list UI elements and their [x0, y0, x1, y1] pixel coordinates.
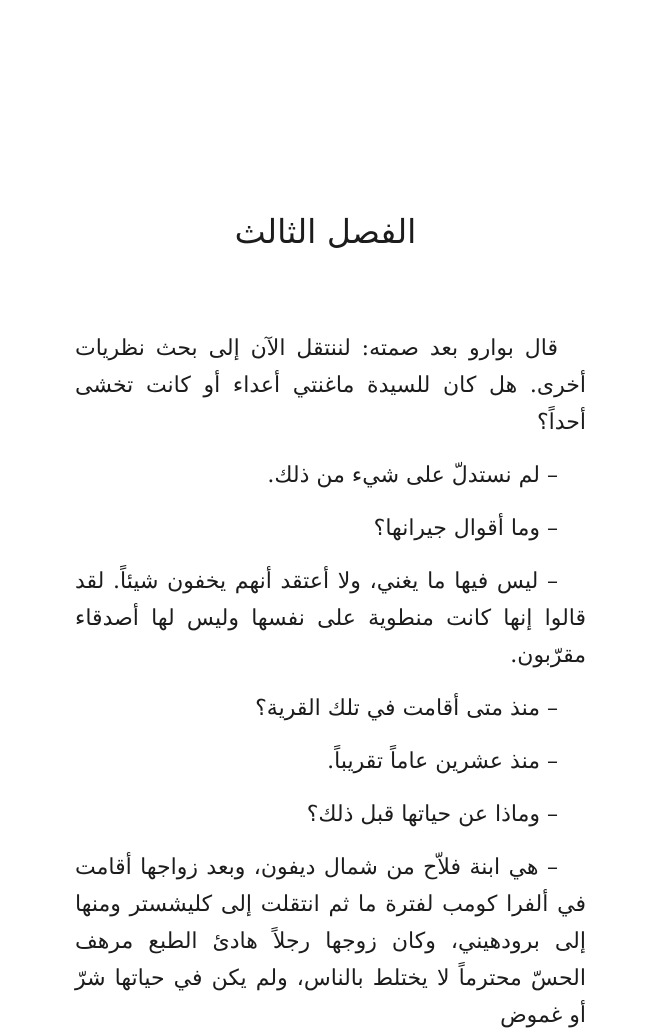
- paragraph: قال بوارو بعد صمته: لننتقل الآن إلى بحث نظريات أخرى. هل كان للسيدة ماغنتي أعداء أو كانت تخشى أحداً؟: [75, 336, 586, 435]
- dialogue-line: – لم نستدلّ على شيء من ذلك.: [267, 463, 558, 488]
- dialogue-line: – هي ابنة فلاّح من شمال ديفون، وبعد زواجها أقامت في ألفرا كومب لفترة ما ثم انتقلت إلى كليشستر ومنها إلى برودهيني، وكان زوجها رجلاً هادئ الطبع مرهف الحسّ محترماً لا يختلط بالناس، ولم يكن في حياتها شرّ أو غموض: [75, 855, 586, 1028]
- dialogue-line: – وماذا عن حياتها قبل ذلك؟: [306, 802, 558, 827]
- chapter-title: الفصل الثالث: [234, 212, 417, 251]
- dialogue-line: – منذ متى أقامت في تلك القرية؟: [255, 696, 558, 721]
- dialogue-line: – ليس فيها ما يغني، ولا أعتقد أنهم يخفون شيئاً. لقد قالوا إنها كانت منطوية على نفسها وليس لها أصدقاء مقرّبون.: [75, 569, 586, 668]
- dialogue-line: – وما أقوال جيرانها؟: [373, 516, 558, 541]
- page-body: [75, 330, 586, 1034]
- dialogue-line: – منذ عشرين عاماً تقريباً.: [327, 749, 558, 774]
